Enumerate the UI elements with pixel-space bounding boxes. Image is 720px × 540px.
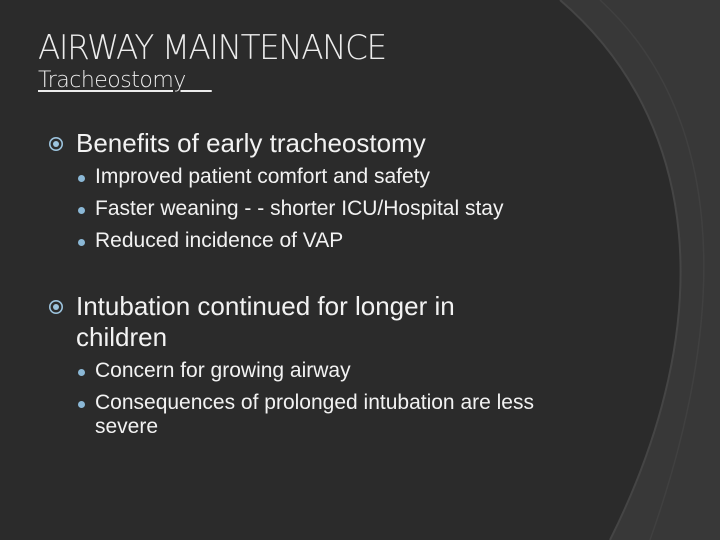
sub-bullet-item	[76, 391, 638, 439]
circle-target-icon	[48, 291, 76, 320]
slide-title: AIRWAY MAINTENANCE	[38, 28, 386, 68]
circle-target-icon	[48, 128, 76, 157]
dot-bullet-icon	[78, 175, 85, 182]
slide-subtitle: Tracheostomy	[38, 68, 212, 93]
sub-bullet-list	[76, 359, 638, 439]
sub-bullet-text: Concern for growing airway	[95, 359, 351, 382]
bullet-heading: Intubation continued for longer in children	[76, 291, 455, 352]
dot-bullet-icon	[78, 207, 85, 214]
sub-bullet-item	[76, 229, 638, 253]
sub-bullet-text: Reduced incidence of VAP	[95, 229, 344, 252]
sub-bullet-item	[76, 359, 638, 383]
sub-bullet-text: Improved patient comfort and safety	[95, 165, 431, 188]
level1-bullet-item	[48, 291, 638, 353]
sub-bullet-item	[76, 165, 638, 189]
bullet-group	[48, 291, 638, 439]
sub-bullet-list	[76, 165, 638, 253]
bullet-content	[48, 128, 638, 447]
sub-bullet-text: Consequences of prolonged intubation are less severe	[95, 391, 534, 438]
dot-bullet-icon	[78, 239, 85, 246]
dot-bullet-icon	[78, 369, 85, 376]
title-block	[38, 28, 400, 94]
sub-bullet-item	[76, 197, 638, 221]
dot-bullet-icon	[78, 401, 85, 408]
level1-bullet-item	[48, 128, 638, 159]
bullet-group	[48, 128, 638, 253]
bullet-heading: Benefits of early tracheostomy	[76, 128, 426, 158]
sub-bullet-text: Faster weaning - - shorter ICU/Hospital stay	[95, 197, 504, 220]
